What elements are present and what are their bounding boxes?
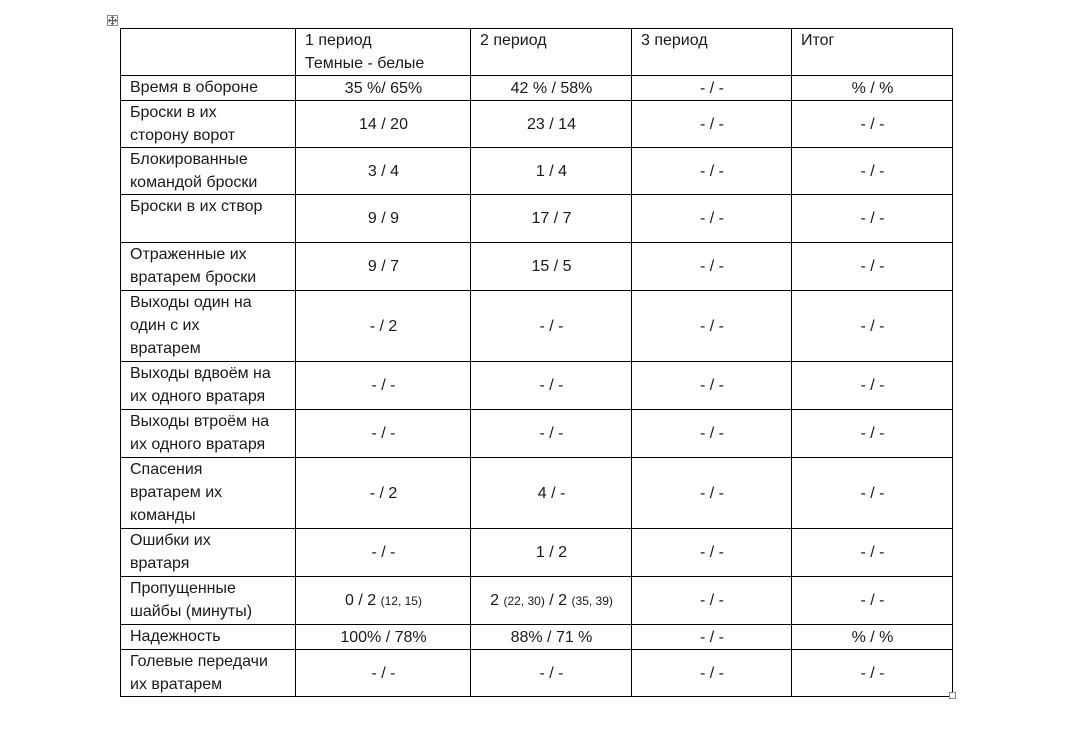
stats-table	[120, 28, 953, 697]
period-2-value: / 2	[549, 591, 568, 609]
table-row	[121, 291, 953, 362]
total-cell[interactable]	[792, 458, 953, 529]
period-2-cell[interactable]	[471, 243, 632, 291]
table-row	[121, 243, 953, 291]
period-3-value: - / -	[700, 162, 724, 180]
total-value: - / -	[860, 317, 885, 335]
period-2-value: 1 / 4	[535, 162, 568, 180]
header-period-2-title: 2 период	[480, 32, 547, 49]
row-label-cell[interactable]	[121, 101, 296, 148]
row-label: Время в обороне	[130, 79, 259, 96]
table-row	[121, 195, 953, 243]
period-2-value: 88% / 71 %	[510, 628, 593, 646]
total-cell[interactable]	[792, 625, 953, 650]
header-period-1-teams: Темные - белые	[305, 55, 425, 72]
period-2-cell[interactable]	[471, 410, 632, 458]
period-1-value: 9 / 9	[367, 210, 400, 227]
period-2-cell[interactable]	[471, 529, 632, 577]
row-label-cell[interactable]	[121, 362, 296, 410]
period-3-value: - / -	[700, 258, 724, 275]
row-label: Пропущенные	[130, 580, 236, 597]
period-1-value: - / 2	[369, 317, 398, 335]
period-1-cell[interactable]	[296, 243, 471, 291]
period-1-value: 9 / 7	[367, 258, 400, 275]
period-1-value: 14 / 20	[359, 115, 408, 133]
period-3-cell[interactable]	[632, 529, 792, 577]
row-label-cell[interactable]	[121, 291, 296, 362]
period-1-cell[interactable]	[296, 625, 471, 650]
period-3-value: - / -	[700, 628, 724, 646]
period-1-cell[interactable]	[296, 195, 471, 243]
period-3-cell[interactable]	[632, 195, 792, 243]
total-cell[interactable]	[792, 195, 953, 243]
period-3-value: - / -	[700, 79, 724, 97]
row-label-cell[interactable]	[121, 650, 296, 697]
total-value: - / -	[860, 210, 885, 227]
period-2-cell[interactable]	[471, 148, 632, 195]
row-label: Броски в их створ	[130, 198, 263, 215]
move-arrows-icon	[108, 16, 117, 25]
period-3-cell[interactable]	[632, 291, 792, 362]
total-value: - / -	[860, 162, 885, 180]
period-1-cell[interactable]	[296, 410, 471, 458]
total-value: % / %	[851, 628, 894, 646]
total-cell[interactable]	[792, 76, 953, 101]
row-label: их одного вратаря	[130, 388, 266, 405]
period-3-value: - / -	[700, 484, 724, 502]
period-1-value: - / -	[371, 425, 396, 442]
row-label: Спасения	[130, 461, 203, 478]
row-label: вратарем их	[130, 484, 223, 501]
period-3-value: - / -	[700, 544, 724, 561]
period-3-value: - / -	[700, 115, 724, 133]
row-label: команды	[130, 507, 196, 524]
period-1-cell[interactable]	[296, 458, 471, 529]
total-cell[interactable]	[792, 577, 953, 625]
period-2-cell[interactable]	[471, 625, 632, 650]
period-2-cell[interactable]	[471, 291, 632, 362]
row-label: вратарем	[130, 340, 201, 357]
period-3-cell[interactable]	[632, 76, 792, 101]
row-label-cell[interactable]	[121, 195, 296, 243]
row-label-cell[interactable]	[121, 148, 296, 195]
period-1-cell[interactable]	[296, 76, 471, 101]
header-period-1-title: 1 период	[305, 32, 372, 49]
row-label: Ошибки их	[130, 532, 211, 549]
row-label-cell[interactable]	[121, 243, 296, 291]
total-value: - / -	[860, 115, 885, 133]
row-label: один с их	[130, 317, 200, 334]
row-label: Выходы втроём на	[130, 413, 270, 430]
header-total-title: Итог	[801, 32, 835, 49]
total-cell[interactable]	[792, 529, 953, 577]
period-2-value: - / -	[539, 317, 564, 335]
period-3-value: - / -	[700, 592, 724, 609]
row-label: командой броски	[130, 174, 258, 191]
table-resize-handle[interactable]	[949, 692, 956, 699]
period-3-cell[interactable]	[632, 458, 792, 529]
period-1-value: 100% / 78%	[340, 628, 427, 646]
period-1-cell[interactable]	[296, 148, 471, 195]
period-3-cell[interactable]	[632, 625, 792, 650]
period-3-cell[interactable]	[632, 362, 792, 410]
total-cell[interactable]	[792, 291, 953, 362]
period-3-cell[interactable]	[632, 650, 792, 697]
period-1-value: 3 / 4	[367, 162, 400, 180]
period-1-value: - / 2	[369, 484, 398, 502]
table-row	[121, 362, 953, 410]
header-row	[121, 29, 953, 76]
period-1-minutes-note: (12, 15)	[380, 593, 422, 608]
header-period-3-title: 3 период	[641, 32, 708, 49]
total-value: - / -	[860, 664, 885, 682]
row-label-cell[interactable]	[121, 625, 296, 650]
row-label-cell[interactable]	[121, 76, 296, 101]
table-row	[121, 650, 953, 697]
row-label-cell[interactable]	[121, 458, 296, 529]
period-2-value: 23 / 14	[527, 115, 576, 133]
period-1-value: 0 / 2	[345, 591, 377, 609]
period-1-cell[interactable]	[296, 291, 471, 362]
period-3-value: - / -	[700, 317, 724, 335]
total-cell[interactable]	[792, 362, 953, 410]
table-row	[121, 101, 953, 148]
row-label: сторону ворот	[130, 127, 236, 144]
period-2-cell[interactable]	[471, 76, 632, 101]
table-row	[121, 410, 953, 458]
header-period-1[interactable]	[296, 29, 471, 76]
period-3-value: - / -	[700, 664, 724, 682]
period-2-cell[interactable]	[471, 195, 632, 243]
period-3-cell[interactable]	[632, 101, 792, 148]
period-2-cell[interactable]	[471, 650, 632, 697]
period-1-cell[interactable]	[296, 101, 471, 148]
period-2-cell[interactable]	[471, 458, 632, 529]
period-2-cell[interactable]	[471, 101, 632, 148]
period-2-value: - / -	[539, 377, 564, 394]
period-3-cell[interactable]	[632, 410, 792, 458]
row-label-cell[interactable]	[121, 577, 296, 625]
row-label-cell[interactable]	[121, 529, 296, 577]
total-value: - / -	[860, 258, 885, 275]
period-1-value: - / -	[371, 544, 396, 561]
table-row	[121, 458, 953, 529]
table-row	[121, 148, 953, 195]
table-row	[121, 529, 953, 577]
period-1-cell[interactable]	[296, 650, 471, 697]
total-value: - / -	[860, 592, 885, 609]
row-label-cell[interactable]	[121, 410, 296, 458]
row-label: Надежность	[130, 628, 221, 645]
total-value: % / %	[851, 79, 894, 97]
total-value: - / -	[860, 425, 885, 442]
row-label: шайбы (минуты)	[130, 603, 253, 620]
total-value: - / -	[860, 544, 885, 561]
period-2-value: - / -	[539, 425, 564, 442]
total-cell[interactable]	[792, 410, 953, 458]
period-1-value: - / -	[371, 664, 396, 682]
period-3-cell[interactable]	[632, 148, 792, 195]
total-value: - / -	[860, 377, 885, 394]
header-total[interactable]	[792, 29, 953, 76]
row-label: вратаря	[130, 555, 190, 572]
table-row	[121, 625, 953, 650]
row-label: Выходы вдвоём на	[130, 365, 271, 382]
period-1-cell[interactable]	[296, 529, 471, 577]
header-period-2[interactable]	[471, 29, 632, 76]
period-2-value: 1 / 2	[535, 544, 568, 561]
period-2-cell[interactable]	[471, 577, 632, 625]
period-2-value: 17 / 7	[531, 210, 572, 227]
period-2-minutes-note: (35, 39)	[571, 593, 613, 608]
total-value: - / -	[860, 484, 885, 502]
period-2-value: - / -	[539, 664, 564, 682]
row-label: Голевые передачи	[130, 653, 268, 670]
total-cell[interactable]	[792, 148, 953, 195]
table-row	[121, 577, 953, 625]
row-label: Блокированные	[130, 151, 248, 168]
total-cell[interactable]	[792, 650, 953, 697]
period-1-cell[interactable]	[296, 577, 471, 625]
period-3-cell[interactable]	[632, 577, 792, 625]
period-2-value: 2	[490, 591, 500, 609]
period-1-value: - / -	[371, 377, 396, 394]
period-1-value: 35 %/ 65%	[344, 79, 423, 97]
total-cell[interactable]	[792, 243, 953, 291]
period-2-value: 4 / -	[537, 484, 566, 502]
period-2-minutes-note: (22, 30)	[503, 593, 545, 608]
table-row	[121, 76, 953, 101]
row-label: их вратарем	[130, 676, 223, 693]
period-3-value: - / -	[700, 377, 724, 394]
period-3-value: - / -	[700, 425, 724, 442]
period-3-cell[interactable]	[632, 243, 792, 291]
period-1-cell[interactable]	[296, 362, 471, 410]
table-move-handle[interactable]	[107, 15, 118, 26]
header-empty-cell[interactable]	[121, 29, 296, 76]
row-label: вратарем броски	[130, 269, 257, 286]
row-label: Выходы один на	[130, 294, 252, 311]
period-3-value: - / -	[700, 210, 724, 227]
row-label: Отраженные их	[130, 246, 247, 263]
total-cell[interactable]	[792, 101, 953, 148]
header-period-3[interactable]	[632, 29, 792, 76]
period-2-cell[interactable]	[471, 362, 632, 410]
period-2-value: 15 / 5	[531, 258, 572, 275]
row-label: их одного вратаря	[130, 436, 266, 453]
period-2-value: 42 % / 58%	[510, 79, 593, 97]
row-label: Броски в их	[130, 104, 217, 121]
